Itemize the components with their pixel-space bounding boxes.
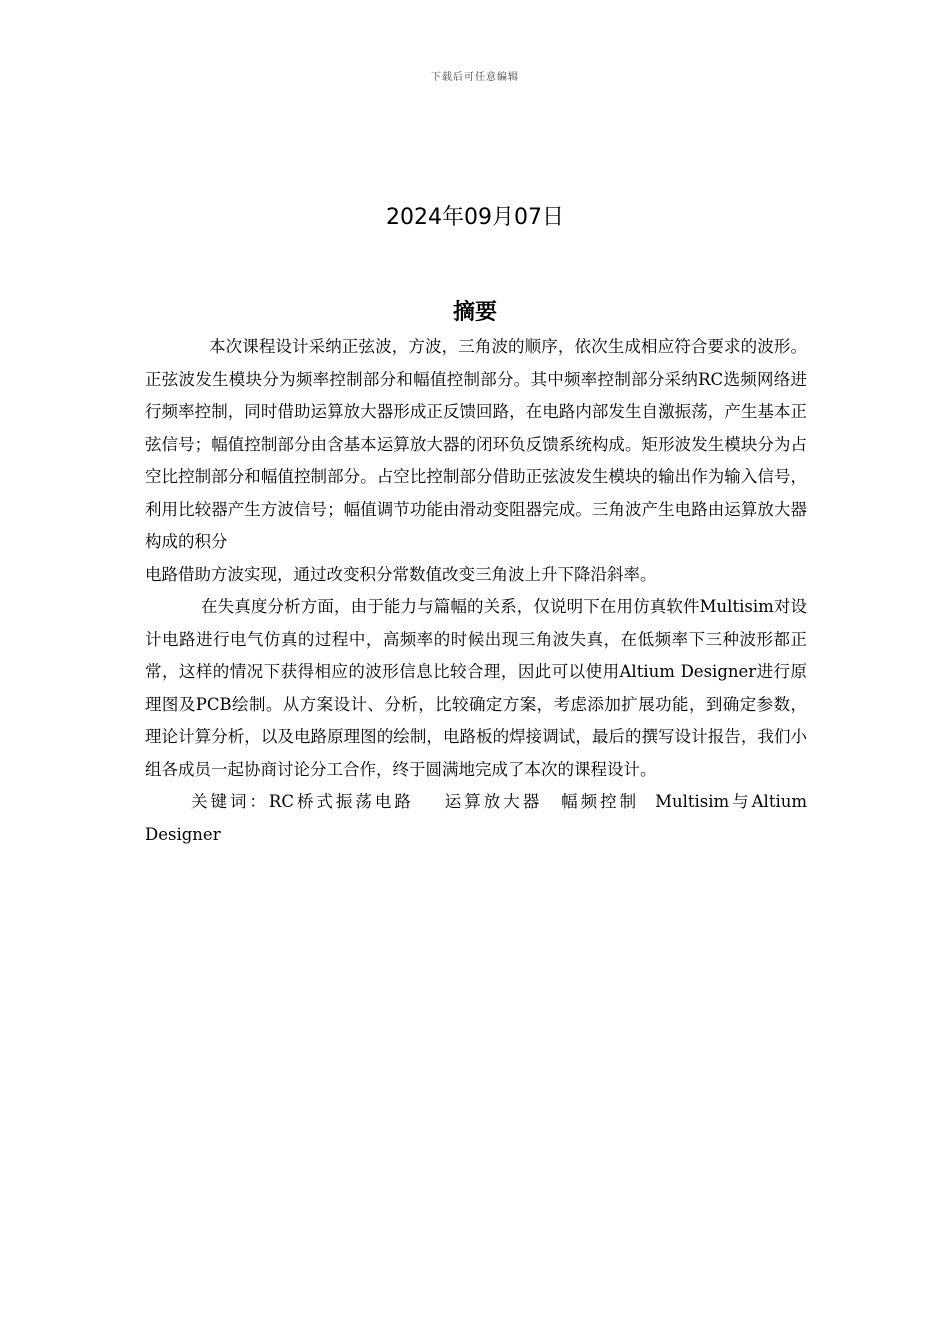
abstract-paragraph-2: 在失真度分析方面，由于能力与篇幅的关系，仅说明下在用仿真软件Multisim对设计电路进行电气仿真的过程中，高频率的时候出现三角波失真，在低频率下三种波形都正常，这样的情况下获得相应的波形信息比较合理，因此可以使用Altium Designer进行原理图及PCB绘制。从方案设计、分析，比较确定方案，考虑添加扩展功能，到确定参数，理论计算分析，以及电路原理图的绘制，电路板的焊接调试，最后的撰写设计报告，我们小组各成员一起协商讨论分工合作，终于圆满地完成了本次的课程设计。 xyxy=(145,597,807,779)
keywords-label: 关键词： xyxy=(191,792,269,811)
keyword-item: 幅频控制 xyxy=(558,792,640,811)
document-date: 2024年09月07日 xyxy=(386,205,564,230)
header-note: 下载后可任意编辑 xyxy=(431,72,519,83)
abstract-paragraph-1-continuation: 电路借助方波实现，通过改变积分常数值改变三角波上升下降沿斜率。 xyxy=(145,564,657,584)
abstract-paragraph-1: 本次课程设计采纳正弦波，方波，三角波的顺序，依次生成相应符合要求的波形。正弦波发生模块分为频率控制部分和幅值控制部分。其中频率控制部分采纳RC选频网络进行频率控制，同时借助运算放大器形成正反馈回路，在电路内部发生自激振荡，产生基本正弦信号；幅值控制部分由含基本运算放大器的闭环负反馈系统构成。矩形波发生模块分为占空比控制部分和幅值控制部分。占空比控制部分借助正弦波发生模块的输出作为输入信号，利用比较器产生方波信号；幅值调节功能由滑动变阻器完成。三角波产生电路由运算放大器构成的积分 xyxy=(145,337,807,551)
keyword-item: RC桥式振荡电路 xyxy=(268,792,414,811)
abstract-body xyxy=(145,331,807,851)
keyword-item: 运算放大器 xyxy=(441,792,543,811)
keyword-item: Multisim与Altium Designer xyxy=(145,792,808,844)
keywords-line xyxy=(145,786,807,851)
abstract-title: 摘要 xyxy=(452,300,497,325)
